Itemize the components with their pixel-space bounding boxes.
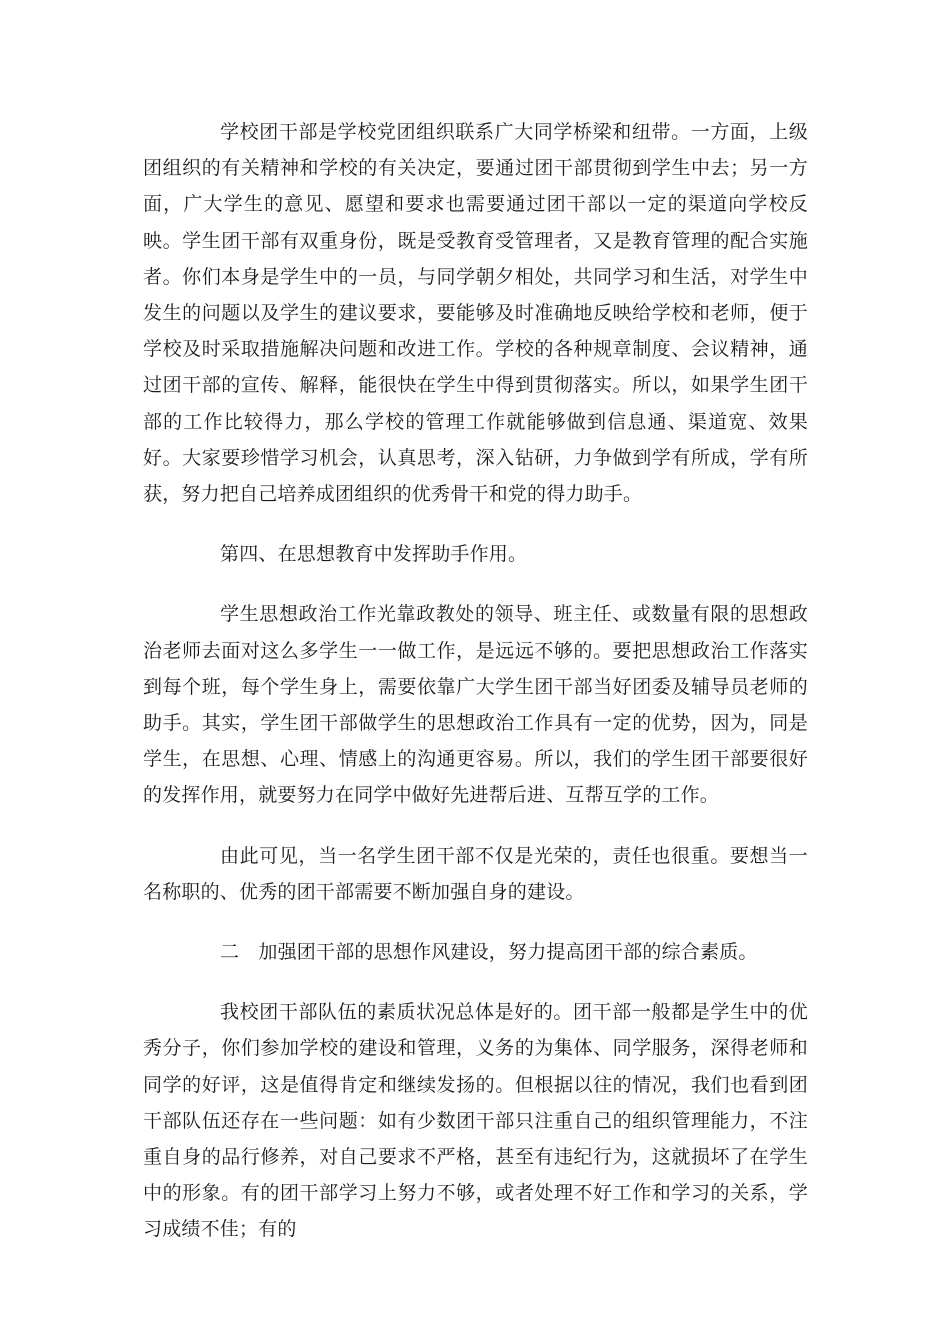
heading-fourth-point: 第四、在思想教育中发挥助手作用。 [220,543,528,566]
document-body [143,114,808,1272]
paragraph-conclusion: 由此可见，当一名学生团干部不仅是光荣的，责任也很重。要想当一名称职的、优秀的团干部需要不断加强自身的建设。 [143,844,808,903]
paragraph-cadre-quality: 我校团干部队伍的素质状况总体是好的。团干部一般都是学生中的优秀分子，你们参加学校的建设和管理，义务的为集体、同学服务，深得老师和同学的好评，这是值得肯定和继续发扬的。但根据以往的情况，我们也看到团干部队伍还存在一些问题：如有少数团干部只注重自己的组织管理能力，不注重自身的品行修养，对自己要求不严格，甚至有违纪行为，这就损坏了在学生中的形象。有的团干部学习上努力不够，或者处理不好工作和学习的关系，学习成绩不佳；有的 [143,1001,808,1241]
paragraph-ideological-work: 学生思想政治工作光靠政教处的领导、班主任、或数量有限的思想政治老师去面对这么多学生一一做工作，是远远不够的。要把思想政治工作落实到每个班，每个学生身上，需要依靠广大学生团干部当好团委及辅导员老师的助手。其实，学生团干部做学生的思想政治工作具有一定的优势，因为，同是学生，在思想、心理、情感上的沟通更容易。所以，我们的学生团干部要很好的发挥作用，就要努力在同学中做好先进帮后进、互帮互学的工作。 [143,603,808,807]
heading-section-two: 二 加强团干部的思想作风建设，努力提高团干部的综合素质。 [220,941,758,964]
paragraph-cadre-role: 学校团干部是学校党团组织联系广大同学桥梁和纽带。一方面，上级团组织的有关精神和学校的有关决定，要通过团干部贯彻到学生中去；另一方面，广大学生的意见、愿望和要求也需要通过团干部以一定的渠道向学校反映。学生团干部有双重身份，既是受教育受管理者，又是教育管理的配合实施者。你们本身是学生中的一员，与同学朝夕相处，共同学习和生活，对学生中发生的问题以及学生的建议要求，要能够及时准确地反映给学校和老师，便于学校及时采取措施解决问题和改进工作。学校的各种规章制度、会议精神，通过团干部的宣传、解释，能很快在学生中得到贯彻落实。所以，如果学生团干部的工作比较得力，那么学校的管理工作就能够做到信息通、渠道宽、效果好。大家要珍惜学习机会，认真思考，深入钻研，力争做到学有所成，学有所获，努力把自己培养成团组织的优秀骨干和党的得力助手。 [143,121,808,506]
